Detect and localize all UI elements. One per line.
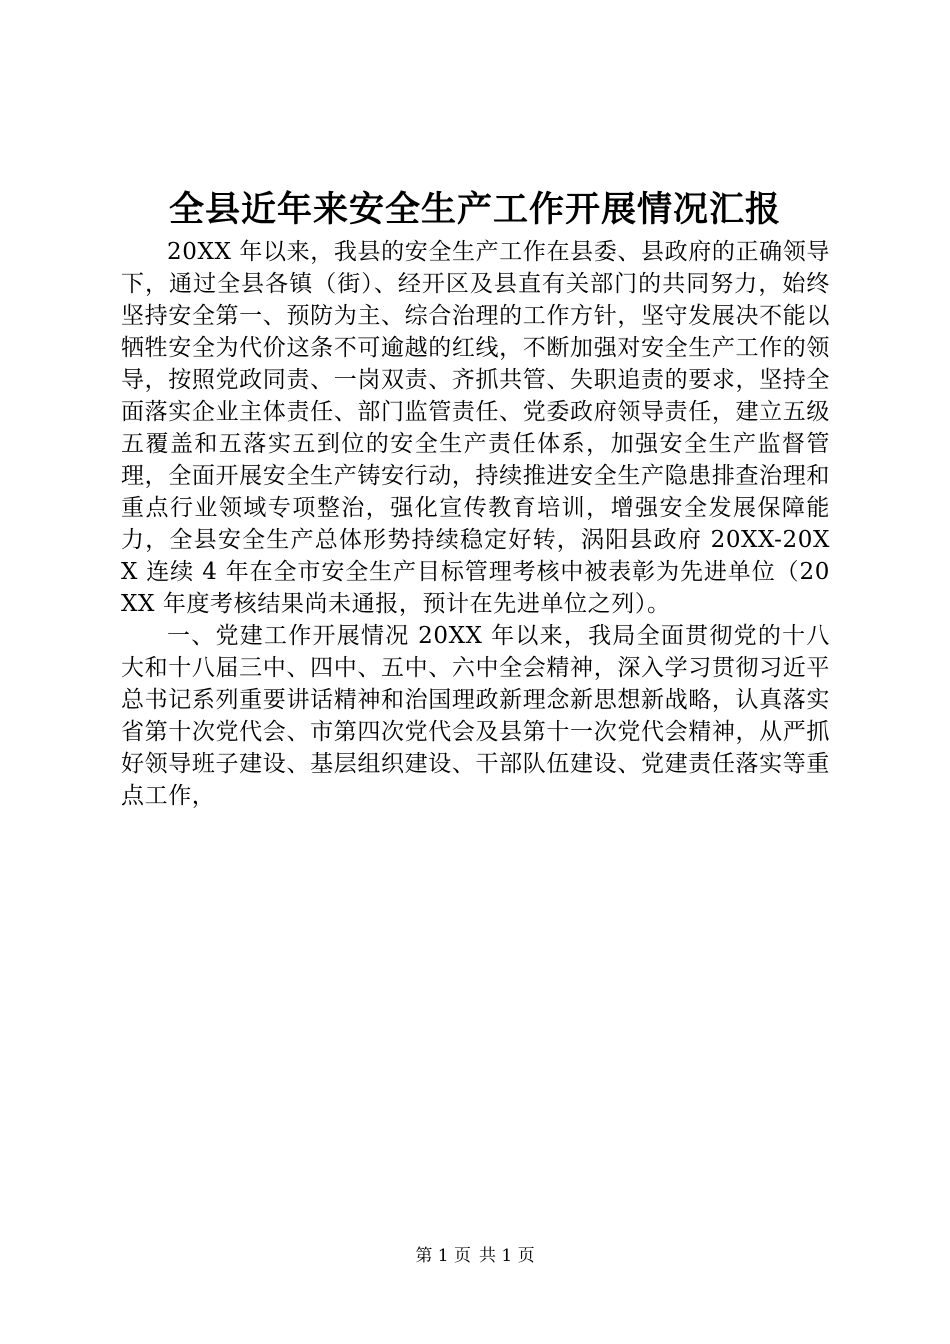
page-footer: [0, 1244, 950, 1268]
body-paragraph-2: 一、党建工作开展情况 20XX 年以来，我局全面贯彻党的十八大和十八届三中、四中、五中、六中全会精神，深入学习贯彻习近平总书记系列重要讲话精神和治国理政新理念新思想新战略，认真落实省第十次党代会、市第四次党代会及县第十一次党代会精神，从严抓好领导班子建设、基层组织建设、干部队伍建设、党建责任落实等重点工作，: [121, 623, 830, 809]
page-number: 第 1 页: [415, 1246, 471, 1266]
page-total: 共 1 页: [479, 1246, 535, 1266]
document-body: [121, 236, 830, 812]
document-title: 全县近年来安全生产工作开展情况汇报: [168, 189, 781, 230]
body-paragraph-1: 20XX 年以来，我县的安全生产工作在县委、县政府的正确领导下，通过全县各镇（街）、经开区及县直有关部门的共同努力，始终坚持安全第一、预防为主、综合治理的工作方针，坚守发展决不能以牺牲安全为代价这条不可逾越的红线，不断加强对安全生产工作的领导，按照党政同责、一岗双责、齐抓共管、失职追责的要求，坚持全面落实企业主体责任、部门监管责任、党委政府领导责任，建立五级五覆盖和五落实五到位的安全生产责任体系，加强安全生产监督管理，全面开展安全生产铸安行动，持续推进安全生产隐患排查治理和重点行业领域专项整治，强化宣传教育培训，增强安全发展保障能力，全县安全生产总体形势持续稳定好转，涡阳县政府 20XX-20XX 连续 4 年在全市安全生产目标管理考核中被表彰为先进单位（20XX 年度考核结果尚未通报，预计在先进单位之列）。: [121, 239, 830, 617]
